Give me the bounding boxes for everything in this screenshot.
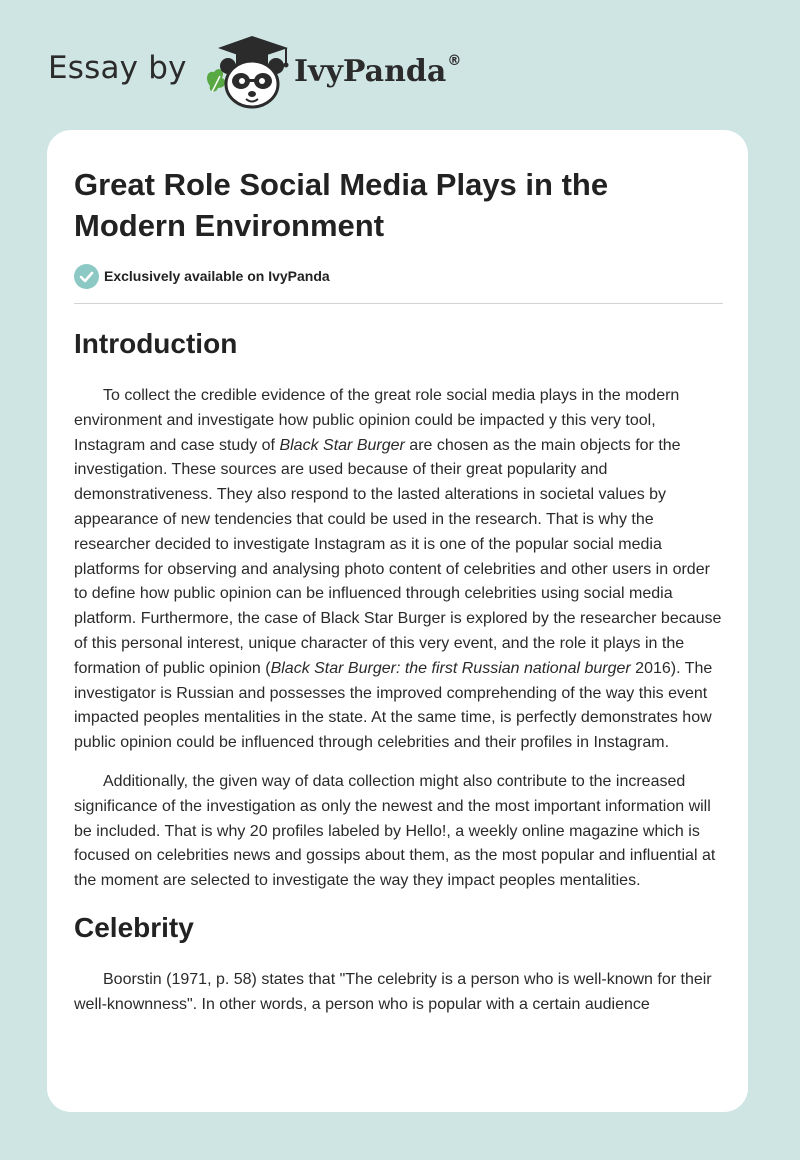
title-line-2: Modern Environment xyxy=(74,208,385,243)
essay-by-label: Essay by xyxy=(48,50,187,86)
title-divider xyxy=(74,303,723,304)
site-header xyxy=(0,0,800,130)
emphasis-text: Black Star Burger xyxy=(279,436,405,454)
badge-text: Exclusively available on IvyPanda xyxy=(104,268,330,284)
paragraph: Additionally, the given way of data collection might also contribute to the increased significance of the investigation as only the newest and the most important information will be included. That is why 20 profiles labeled by Hello!, a weekly online magazine which is focused on celebrities news and gossips about them, as the most popular and influential at the moment are selected to investigate the way they impact peoples mentalities. xyxy=(74,772,716,890)
section-heading-introduction: Introduction xyxy=(74,328,238,359)
emphasis-text: Black Star Burger: the first Russian national burger xyxy=(270,659,631,677)
essay-body xyxy=(74,324,723,1032)
section-heading-celebrity: Celebrity xyxy=(74,911,194,943)
page-title xyxy=(74,164,723,246)
paragraph: Boorstin (1971, p. 58) states that "The celebrity is a person who is well-known for their well-knownness". In other words, a person who is popular with a certain audience xyxy=(74,970,712,1013)
essay-card xyxy=(47,130,748,1112)
leaf-icon xyxy=(207,69,225,92)
title-line-1: Great Role Social Media Plays in the xyxy=(74,167,609,202)
brand-name[interactable]: IvyPanda® xyxy=(294,53,462,89)
panda-logo-icon[interactable] xyxy=(200,34,292,110)
check-circle-icon xyxy=(74,264,99,289)
exclusive-badge xyxy=(74,263,330,289)
registered-mark: ® xyxy=(447,53,462,69)
paragraph: To collect the credible evidence of the great role social media plays in the modern environment and investigate how public opinion could be impacted y this very tool, Instagram and case study of Black Star Burger are chosen as the main objects for the investigation. These sources are used because of their great popularity and demonstrativeness. They also respond to the lasted alterations in societal values by appearance of new tendencies that could be used in the research. That is why the researcher decided to investigate Instagram as it is one of the popular social media platforms for observing and analysing photo content of celebrities and other users in order to define how public opinion can be influenced through celebrities using social media platform. Furthermore, the case of Black Star Burger is explored by the researcher because of this personal interest, unique character of this very event, and the role it plays in the formation of public opinion (Black Star Burger: the first Russian national burger 2016). The investigator is Russian and possesses the improved comprehending of the way this event impacted peoples mentalities in the state. At the same time, is perfectly demonstrates how public opinion could be influenced through celebrities and their profiles in Instagram. xyxy=(74,387,722,752)
